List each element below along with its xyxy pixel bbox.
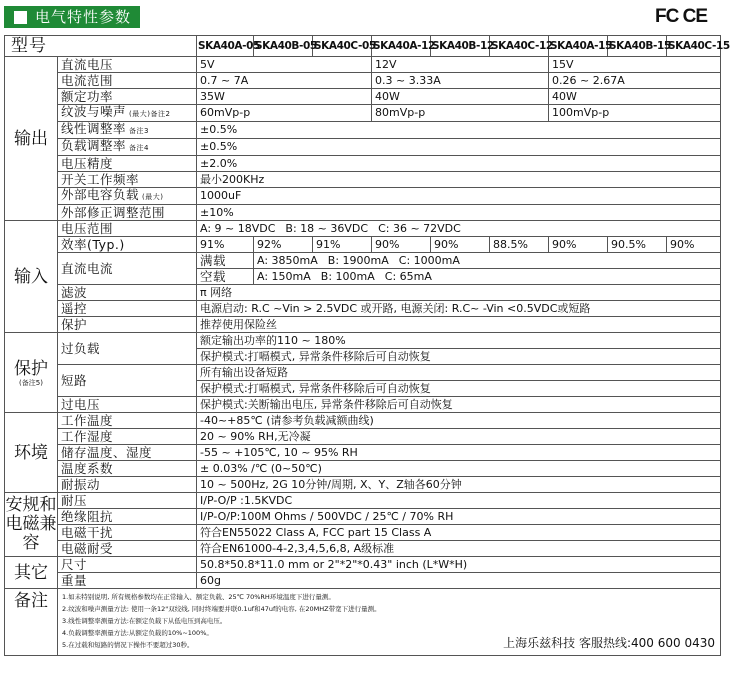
footnote-ref: 备注4 (129, 144, 149, 152)
table-row (5, 445, 721, 461)
table-row (5, 139, 721, 156)
category-input: 输入 (5, 221, 58, 333)
spec-table (4, 35, 730, 656)
fcc-ce-logo: FC CE (655, 6, 707, 27)
row-value: 91% (197, 237, 254, 253)
table-row (5, 397, 721, 413)
table-row (5, 541, 721, 557)
row-label: 短路 (58, 365, 197, 397)
row-label: 过电压 (58, 397, 197, 413)
note-line: 3.线性调整率测量方法:在额定负载下从低电压到高电压。 (62, 617, 227, 625)
row-value: 符合EN61000-4-2,3,4,5,6,8, A级标准 (197, 541, 721, 557)
footnote-ref: (备注5) (19, 378, 43, 387)
category-safety: 安规和电磁兼容 (5, 493, 58, 557)
category-protection: 保护 (备注5) (5, 333, 58, 413)
table-row (5, 57, 721, 73)
row-label: 外部电容负载 (最大) (58, 188, 197, 205)
note-line: 5.在过载和短路的情况下操作不要超过30秒。 (62, 641, 194, 649)
row-value: 60mVp-p (197, 105, 372, 122)
notes-cell (58, 589, 721, 656)
model-cell: SKA40C-12 (490, 36, 549, 57)
row-label: 储存温度、湿度 (58, 445, 197, 461)
table-row (5, 461, 721, 477)
row-value: 90% (549, 237, 608, 253)
row-label: 电磁干扰 (58, 525, 197, 541)
sub-label: 满载 (197, 253, 254, 269)
row-label: 电压精度 (58, 156, 197, 172)
row-value: 符合EN55022 Class A, FCC part 15 Class A (197, 525, 721, 541)
row-value: 保护模式:打嗝模式, 异常条件移除后可自动恢复 (197, 349, 721, 365)
row-label: 尺寸 (58, 557, 197, 573)
table-row (5, 429, 721, 445)
model-cell: SKA40A-12 (372, 36, 431, 57)
row-value: 91% (313, 237, 372, 253)
row-label: 直流电流 (58, 253, 197, 285)
row-value: 100mVp-p (549, 105, 721, 122)
table-row (5, 573, 721, 589)
row-value: 88.5% (490, 237, 549, 253)
row-value: -40~+85℃ (请参考负载减额曲线) (197, 413, 721, 429)
category-other: 其它 (5, 557, 58, 589)
model-cell: SKA40B-12 (431, 36, 490, 57)
table-row (5, 73, 721, 89)
row-label: 外部修正调整范围 (58, 205, 197, 221)
row-value: 20 ~ 90% RH,无冷凝 (197, 429, 721, 445)
table-row (5, 253, 721, 269)
row-value: 5V (197, 57, 372, 73)
row-value: 40W (372, 89, 549, 105)
table-row (5, 509, 721, 525)
table-row (5, 122, 721, 139)
row-label: 工作湿度 (58, 429, 197, 445)
row-value: A: 3850mA B: 1900mA C: 1000mA (254, 253, 721, 269)
table-row (5, 413, 721, 429)
table-row (5, 188, 721, 205)
row-label: 线性调整率 备注3 (58, 122, 197, 139)
row-value: 12V (372, 57, 549, 73)
row-label: 负载调整率 备注4 (58, 139, 197, 156)
row-label: 额定功率 (58, 89, 197, 105)
table-row (5, 237, 721, 253)
category-output: 输出 (5, 57, 58, 221)
table-row (5, 557, 721, 573)
row-value: 92% (254, 237, 313, 253)
section-title: 电气特性参数 (4, 6, 140, 28)
table-row (5, 205, 721, 221)
table-row (5, 285, 721, 301)
table-row (5, 317, 721, 333)
row-label: 温度系数 (58, 461, 197, 477)
row-value: 40W (549, 89, 721, 105)
row-label: 遥控 (58, 301, 197, 317)
table-row (5, 525, 721, 541)
row-value: ± 0.03% /℃ (0~50℃) (197, 461, 721, 477)
row-value: I/P-O/P :1.5KVDC (197, 493, 721, 509)
row-value: 推荐使用保险丝 (197, 317, 721, 333)
row-value: 电源启动: R.C ~Vin > 2.5VDC 或开路, 电源关闭: R.C~ -Vin <0.5VDC或短路 (197, 301, 721, 317)
row-label: 直流电压 (58, 57, 197, 73)
table-row (5, 105, 721, 122)
model-row (5, 36, 721, 57)
row-value: 0.3 ~ 3.33A (372, 73, 549, 89)
model-cell: SKA40A-15 (549, 36, 608, 57)
row-label: 耐振动 (58, 477, 197, 493)
row-value: 60g (197, 573, 721, 589)
note-line: 1.如未特别说明, 所有规格参数均在正常输入、额定负载、25℃ 70%RH环境温度下进行量测。 (62, 593, 335, 601)
table-row (5, 301, 721, 317)
row-label: 效率(Typ.) (58, 237, 197, 253)
row-value: ±2.0% (197, 156, 721, 172)
row-value: 35W (197, 89, 372, 105)
row-value: A: 9 ~ 18VDC B: 18 ~ 36VDC C: 36 ~ 72VDC (197, 221, 721, 237)
row-value: ±0.5% (197, 139, 721, 156)
footnote-ref: (最大) (142, 193, 164, 201)
table-row (5, 89, 721, 105)
row-value: 0.7 ~ 7A (197, 73, 372, 89)
model-label: 型号 (5, 36, 197, 57)
certification-logo (655, 6, 707, 28)
row-label: 电流范围 (58, 73, 197, 89)
row-label: 滤波 (58, 285, 197, 301)
row-value: 15V (549, 57, 721, 73)
row-value: 90% (667, 237, 721, 253)
notes-row (5, 589, 721, 656)
row-label: 纹波与噪声 (最大)备注2 (58, 105, 197, 122)
table-row (5, 172, 721, 188)
row-value: 50.8*50.8*11.0 mm or 2"*2"*0.43" inch (L*W*H) (197, 557, 721, 573)
row-value: ±0.5% (197, 122, 721, 139)
row-value: 90% (372, 237, 431, 253)
row-value: π 网络 (197, 285, 721, 301)
model-cell: SKA40B-15 (608, 36, 667, 57)
row-value: 90.5% (608, 237, 667, 253)
sub-label: 空载 (197, 269, 254, 285)
row-label: 绝缘阻抗 (58, 509, 197, 525)
row-value: 保护模式:打嗝模式, 异常条件移除后可自动恢复 (197, 381, 721, 397)
row-value: -55 ~ +105℃, 10 ~ 95% RH (197, 445, 721, 461)
table-row (5, 221, 721, 237)
row-value: 10 ~ 500Hz, 2G 10分钟/周期, X、Y、Z轴各60分钟 (197, 477, 721, 493)
hotline: 上海乐兹科技 客服热线:400 600 0430 (503, 636, 715, 650)
row-label: 耐压 (58, 493, 197, 509)
row-value: 所有输出设备短路 (197, 365, 721, 381)
model-cell: SKA40B-05 (254, 36, 313, 57)
note-line: 2.纹波和噪声测量方法: 使用一条12"双绞线, 同时终端要并联0.1uf和47uf的电容, 在20MHZ带宽下进行量测。 (62, 605, 381, 613)
row-value: 90% (431, 237, 490, 253)
model-cell: SKA40C-05 (313, 36, 372, 57)
row-label: 保护 (58, 317, 197, 333)
table-row (5, 477, 721, 493)
table-row (5, 365, 721, 381)
row-label: 工作温度 (58, 413, 197, 429)
category-environment: 环境 (5, 413, 58, 493)
table-row (5, 493, 721, 509)
table-row (5, 333, 721, 349)
row-value: 80mVp-p (372, 105, 549, 122)
category-notes: 备注 (5, 589, 58, 656)
row-value: 1000uF (197, 188, 721, 205)
table-row (5, 156, 721, 172)
row-value: ±10% (197, 205, 721, 221)
row-value: 0.26 ~ 2.67A (549, 73, 721, 89)
row-value: 最小200KHz (197, 172, 721, 188)
model-cell: SKA40A-05 (197, 36, 254, 57)
row-label: 电压范围 (58, 221, 197, 237)
model-cell: SKA40C-15 (667, 36, 721, 57)
footnote-ref: 备注3 (129, 127, 149, 135)
row-label: 重量 (58, 573, 197, 589)
square-icon (14, 11, 27, 24)
row-value: 保护模式:关断输出电压, 异常条件移除后可自动恢复 (197, 397, 721, 413)
row-value: I/P-O/P:100M Ohms / 500VDC / 25℃ / 70% RH (197, 509, 721, 525)
note-line: 4.负载调整率测量方法:从额定负载的10%~100%。 (62, 629, 213, 637)
footnote-ref: (最大)备注2 (129, 110, 171, 118)
row-label: 开关工作频率 (58, 172, 197, 188)
row-value: A: 150mA B: 100mA C: 65mA (254, 269, 721, 285)
row-label: 过负载 (58, 333, 197, 365)
row-label: 电磁耐受 (58, 541, 197, 557)
row-value: 额定输出功率的110 ~ 180% (197, 333, 721, 349)
